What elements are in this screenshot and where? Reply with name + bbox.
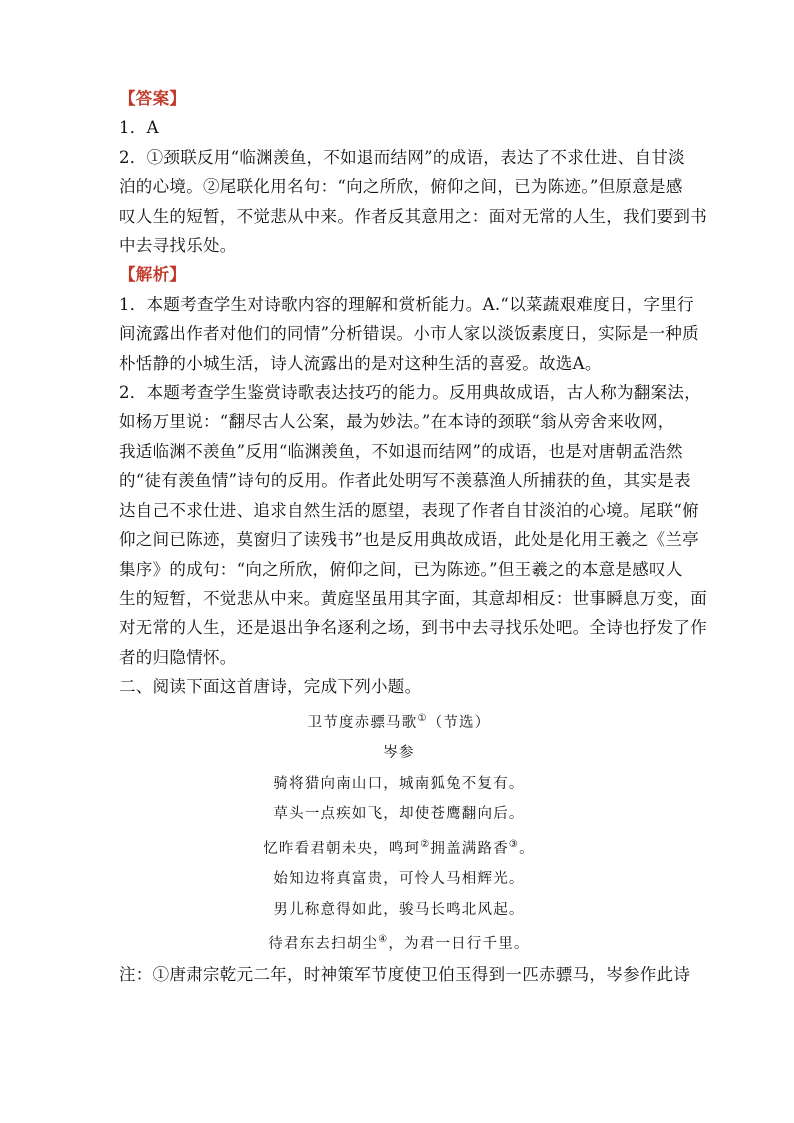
- answer-line: 泊的心境。②尾联化用名句：“向之所欣，俯仰之间，已为陈迹。”但原意是感: [119, 177, 683, 197]
- poem-title-text: 卫节度赤骠马歌: [307, 714, 418, 731]
- analysis-line: 1．本题考查学生对诗歌内容的理解和赏析能力。A.“以菜蔬艰难度日，字里行: [119, 294, 694, 314]
- poem-line-part: ，为君一日行千里。: [388, 936, 530, 953]
- analysis-line: 者的归隐情怀。: [119, 647, 237, 667]
- analysis-line: 2．本题考查学生鉴赏诗歌表达技巧的能力。反用典故成语，古人称为翻案法，: [119, 383, 701, 403]
- poem-line-part: 待君东去扫胡尘: [268, 936, 379, 953]
- document-page: [119, 84, 707, 989]
- poem-title-suffix: （节选）: [427, 714, 491, 731]
- poem-title: [119, 704, 679, 738]
- poem-line: [119, 925, 679, 959]
- answer-heading: 【答案】: [119, 89, 187, 108]
- poem-line-part: 。: [519, 840, 535, 857]
- poem-author: 岑参: [383, 744, 415, 761]
- analysis-line: 生的短暂，不觉悲从中来。黄庭坚虽用其字面，其意却相反：世事瞬息万变，面: [119, 588, 707, 608]
- answer-line: 中去寻找乐处。: [119, 236, 237, 256]
- footnote-mark: ④: [378, 934, 389, 946]
- footnote-mark: ②: [420, 838, 431, 850]
- poem-line: 骑将猎向南山口，城南狐兔不复有。: [273, 775, 525, 792]
- poem-line-part: 拥盖满路香: [430, 840, 509, 857]
- footnote-mark: ①: [417, 712, 428, 724]
- answer-line: 1．A: [119, 118, 159, 138]
- analysis-line: 如杨万里说：“翻尽古人公案，最为妙法。”在本诗的颈联“翁从旁舍来收网，: [119, 412, 675, 432]
- poem: [119, 704, 679, 960]
- poem-line: 草头一点疾如飞，却使苍鹰翻向后。: [273, 806, 525, 823]
- analysis-line: 达自己不求仕进、追求自然生活的愿望，表现了作者自甘淡泊的心境。尾联“俯: [119, 500, 699, 520]
- analysis-line: 对无常的人生，还是退出争名逐利之场，到书中去寻找乐处吧。全诗也抒发了作: [119, 618, 707, 638]
- section-intro: 二、阅读下面这首唐诗，完成下列小题。: [119, 677, 422, 697]
- footnote: 注：①唐肃宗乾元二年，时神策军节度使卫伯玉得到一匹赤骠马，岑参作此诗: [119, 964, 691, 984]
- analysis-line: 我适临渊不羡鱼”反用“临渊羡鱼，不如退而结网”的成语，也是对唐朝孟浩然: [119, 441, 683, 461]
- poem-line: [119, 830, 679, 864]
- analysis-line: 的“徒有羡鱼情”诗句的反用。作者此处明写不羡慕渔人所捕获的鱼，其实是表: [119, 471, 691, 491]
- poem-line-part: 忆昨看君朝未央，鸣珂: [263, 840, 421, 857]
- analysis-line: 间流露出作者对他们的同情”分析错误。小市人家以淡饭素度日，实际是一种质: [119, 324, 699, 344]
- analysis-line: 集序》的成句：“向之所欣，俯仰之间，已为陈迹。”但王羲之的本意是感叹人: [119, 559, 683, 579]
- analysis-heading: 【解析】: [119, 265, 187, 285]
- answer-line: 2．①颈联反用“临渊羡鱼，不如退而结网”的成语，表达了不求仕进、自甘淡: [119, 147, 685, 167]
- analysis-line: 朴恬静的小城生活，诗人流露出的是对这种生活的喜爱。故选A。: [119, 353, 602, 373]
- analysis-line: 仰之间已陈迹，莫窗归了读残书”也是反用典故成语，此处是化用王羲之《兰亭: [119, 530, 699, 550]
- poem-line: 男儿称意得如此，骏马长鸣北风起。: [273, 901, 525, 918]
- answer-line: 叹人生的短暂，不觉悲从中来。作者反其意用之：面对无常的人生，我们要到书: [119, 206, 707, 226]
- poem-line: 始知边将真富贵，可怜人马相辉光。: [273, 871, 525, 888]
- footnote-mark: ③: [508, 838, 520, 850]
